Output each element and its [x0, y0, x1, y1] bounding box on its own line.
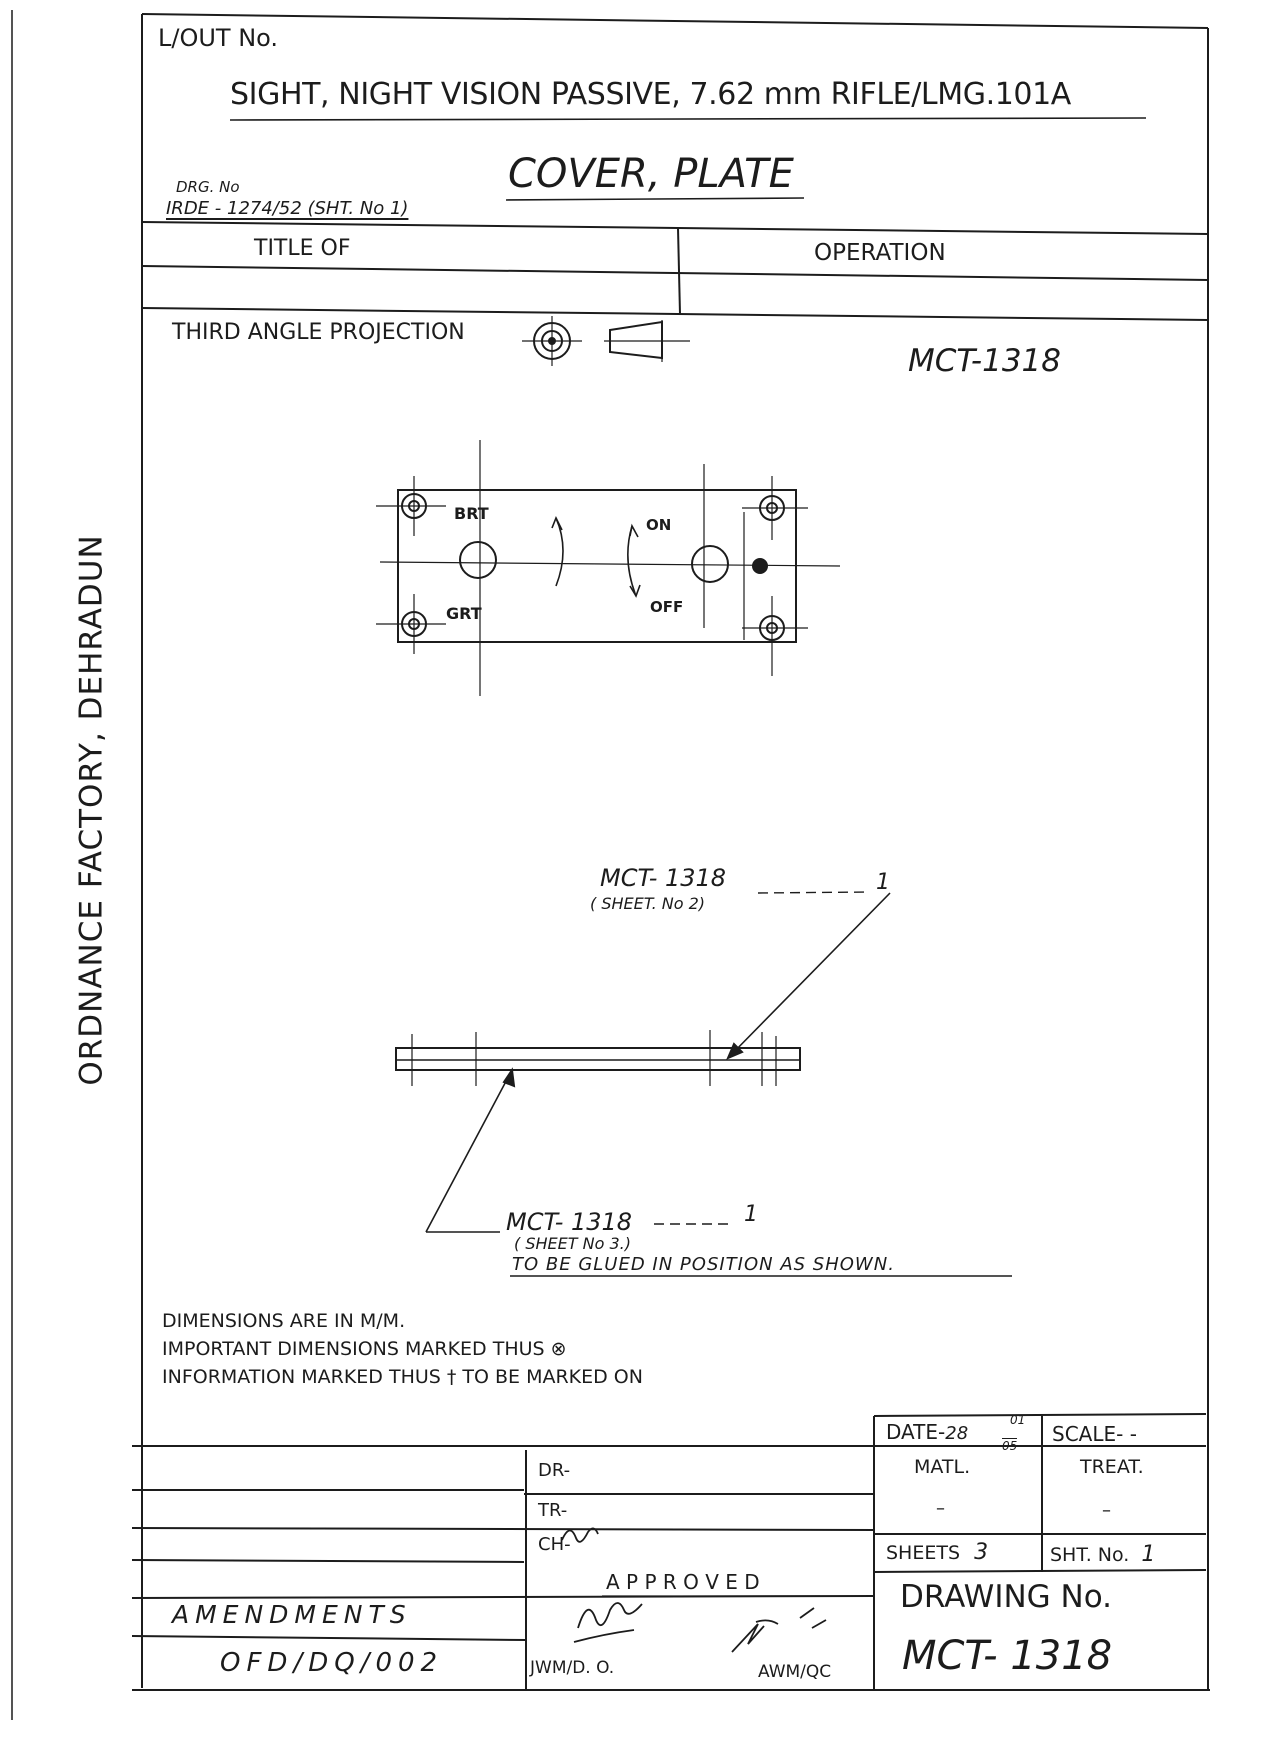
drawing-no-label: DRAWING No.: [900, 1579, 1112, 1615]
date-year: 05: [1002, 1439, 1018, 1453]
note-important-dimensions: IMPORTANT DIMENSIONS MARKED THUS ⊗: [162, 1338, 567, 1360]
part-number-label: MCT-1318: [908, 343, 1061, 379]
part-title: COVER, PLATE: [508, 151, 794, 197]
note-information-marked: INFORMATION MARKED THUS † TO BE MARKED ON: [162, 1366, 643, 1388]
matl-label: MATL.: [914, 1456, 971, 1478]
operation-label: OPERATION: [814, 240, 946, 266]
sht-no-label-text: SHT. No.: [1050, 1544, 1130, 1566]
drg-no-value: IRDE - 1274/52 (SHT. No 1): [166, 198, 409, 219]
sht-no-value: 1: [1141, 1542, 1156, 1567]
treat-value: –: [1102, 1500, 1111, 1521]
date-label: [886, 1422, 968, 1443]
callout-bottom-item: 1: [744, 1202, 758, 1227]
callout-top-ref: MCT- 1318: [600, 864, 727, 892]
label-off: OFF: [650, 598, 684, 616]
main-title: SIGHT, NIGHT VISION PASSIVE, 7.62 mm RIFLE/LMG.101A: [230, 77, 1071, 112]
ch-label: CH-: [538, 1534, 571, 1555]
tr-label: TR-: [538, 1500, 568, 1521]
sht-no-label: [1050, 1544, 1155, 1566]
sheets-value: 3: [974, 1540, 989, 1565]
factory-side-text: ORDNANCE FACTORY, DEHRADUN: [73, 534, 110, 1086]
amendments-label: AMENDMENTS: [172, 1600, 412, 1629]
callout-bottom-sheet: ( SHEET No 3.): [514, 1234, 631, 1253]
title-of-label: TITLE OF: [254, 236, 351, 261]
date-month: 01: [1010, 1413, 1026, 1427]
label-grt: GRT: [446, 604, 482, 623]
label-brt: BRT: [454, 504, 489, 523]
jwm-label: JWM/D. O.: [530, 1658, 615, 1678]
sheets-label: [886, 1542, 988, 1564]
date-day: 28: [945, 1423, 969, 1444]
glued-note: TO BE GLUED IN POSITION AS SHOWN.: [512, 1254, 895, 1275]
dr-label: DR-: [538, 1460, 571, 1481]
scale-label: SCALE- -: [1052, 1422, 1137, 1446]
note-dimensions: DIMENSIONS ARE IN M/M.: [162, 1310, 406, 1332]
label-on: ON: [646, 516, 672, 534]
sheets-label-text: SHEETS: [886, 1542, 961, 1564]
matl-value: –: [936, 1498, 945, 1519]
approved-label: A P P R O V E D: [606, 1570, 760, 1594]
projection-label: THIRD ANGLE PROJECTION: [172, 320, 465, 345]
callout-bottom-ref: MCT- 1318: [506, 1208, 633, 1236]
amendments-value: OFD/DQ/002: [220, 1648, 444, 1678]
treat-label: TREAT.: [1080, 1456, 1144, 1478]
layout-no-label: L/OUT No.: [158, 24, 279, 52]
awm-label: AWM/QC: [758, 1662, 832, 1682]
callout-top-item: 1: [876, 870, 890, 895]
date-label-text: DATE-: [886, 1420, 946, 1444]
callout-top-sheet: ( SHEET. No 2): [590, 894, 706, 913]
drg-no-label: DRG. No: [176, 178, 240, 196]
drawing-no-value: MCT- 1318: [902, 1633, 1113, 1679]
